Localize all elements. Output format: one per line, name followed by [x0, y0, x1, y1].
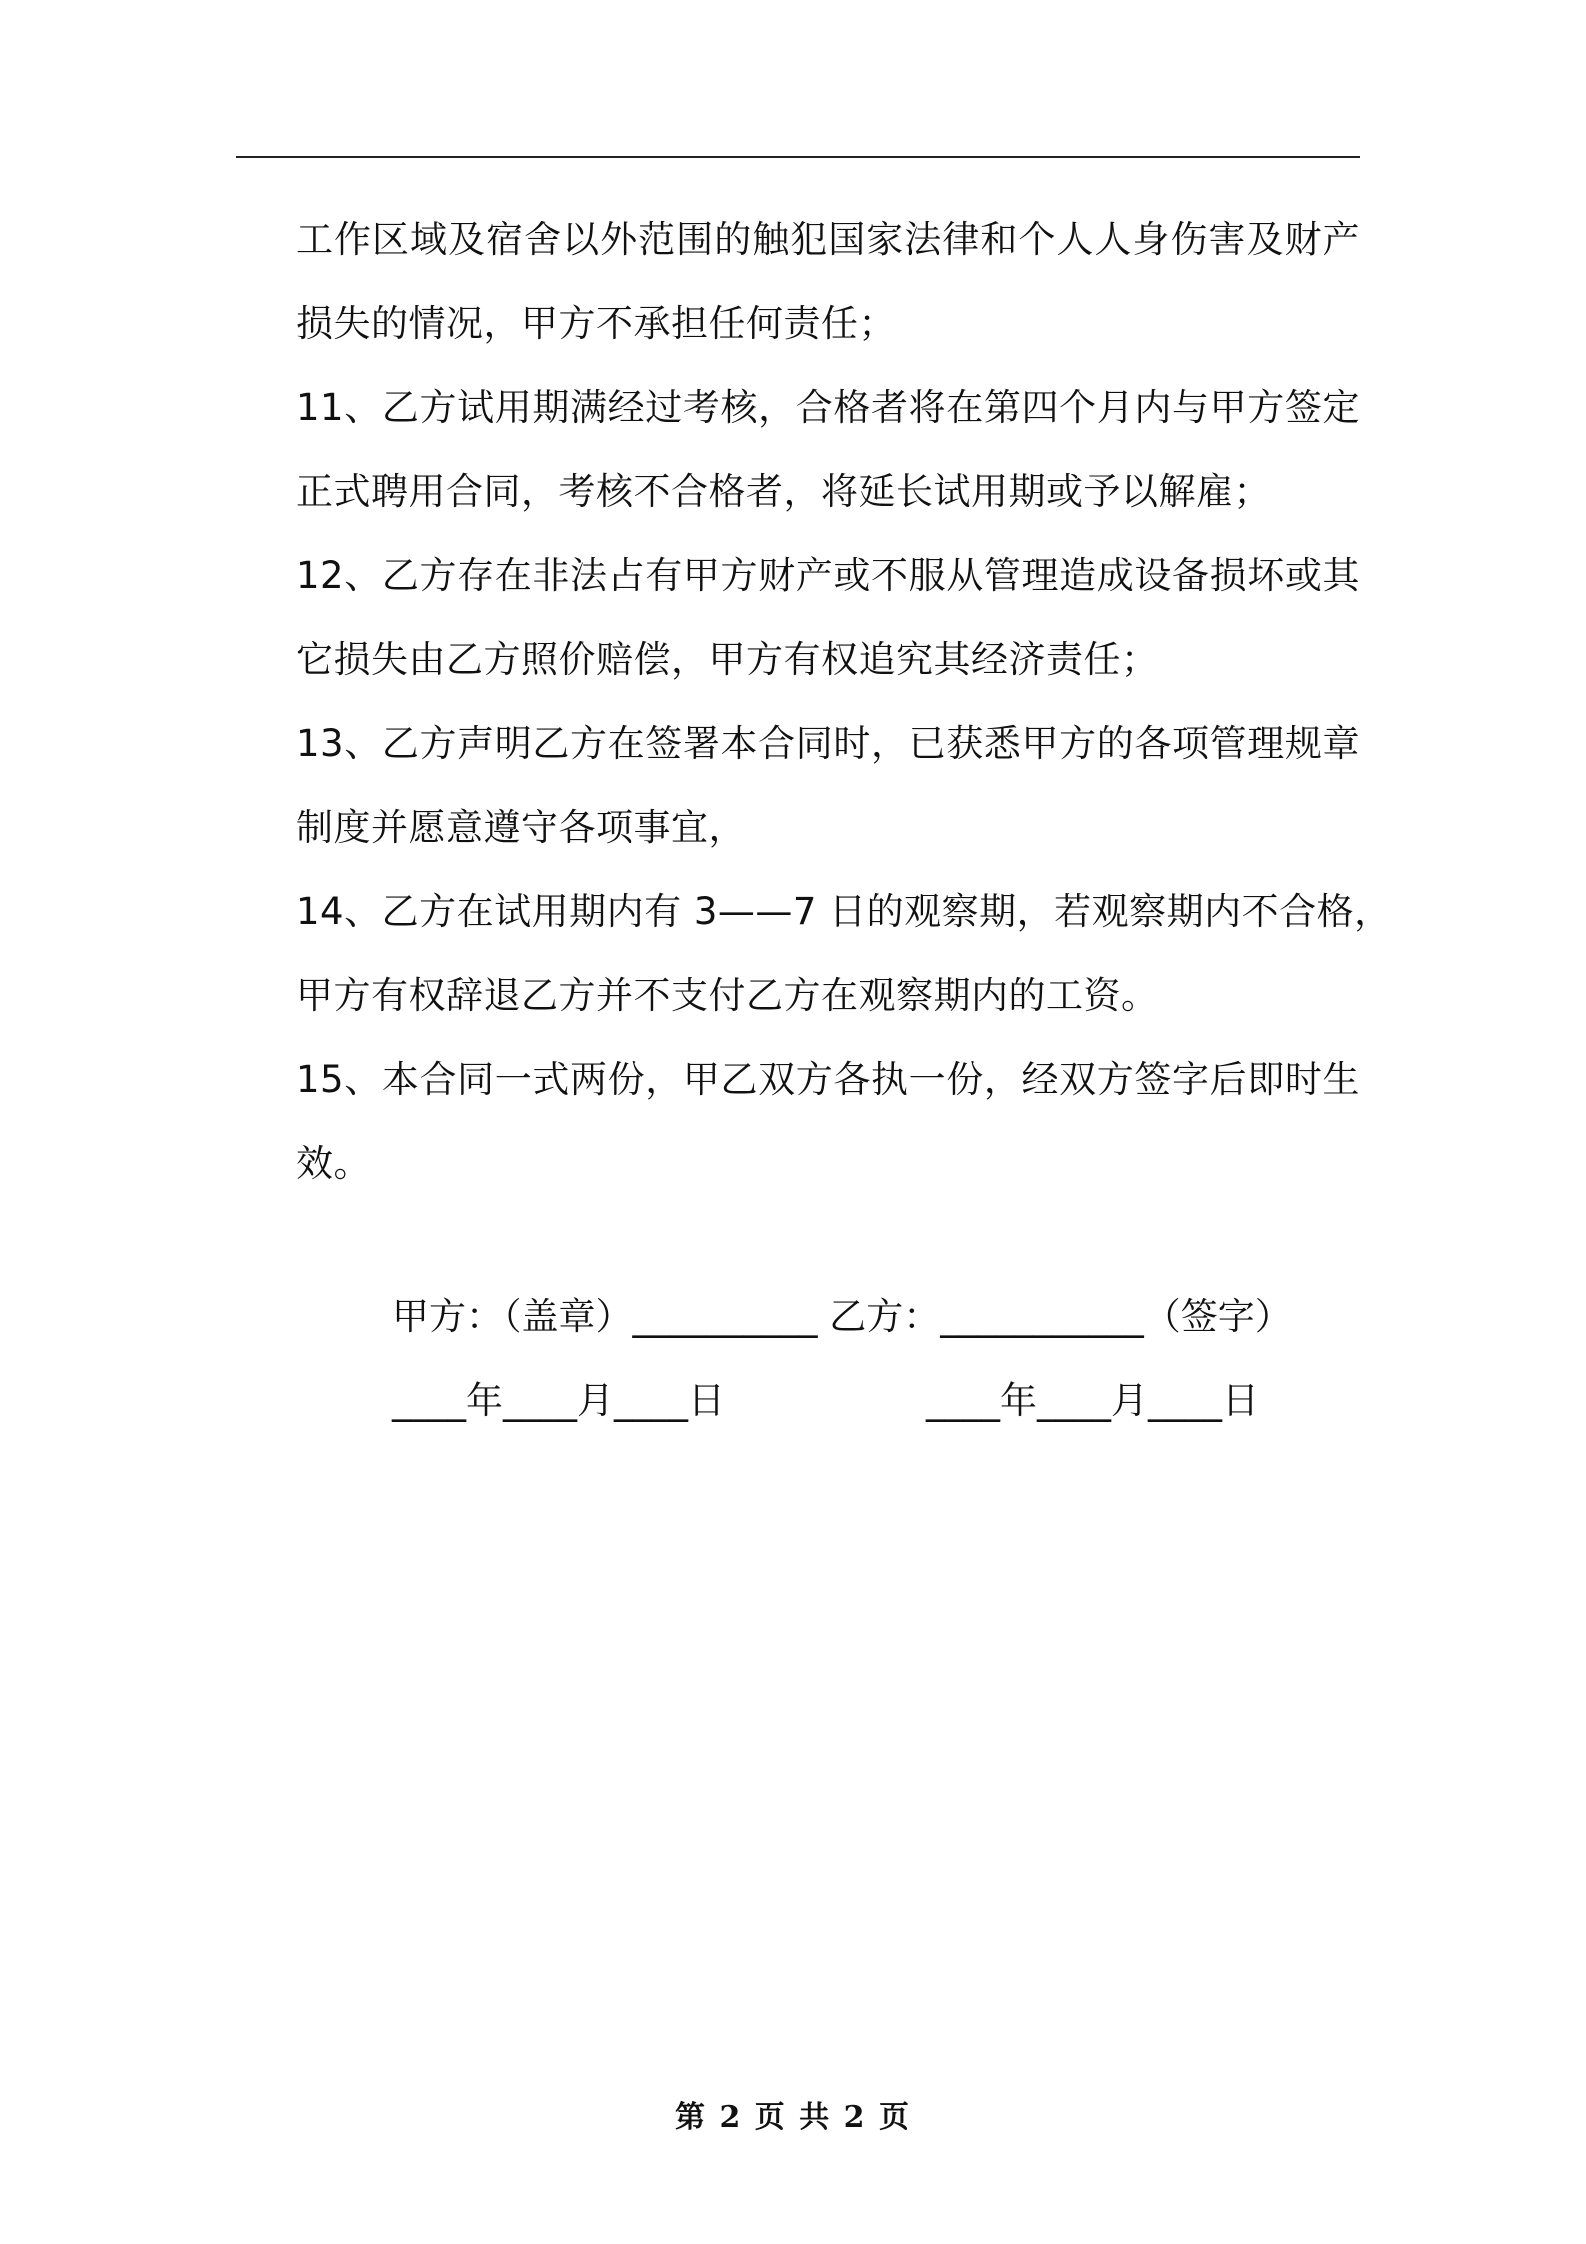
- clause-12-line-1: 12、乙方存在非法占有甲方财产或不服从管理造成设备损坏或其: [296, 554, 1360, 597]
- signature-party-line: 甲方：（盖章）__________ 乙方：___________（签字）: [392, 1295, 1292, 1338]
- clause-13-line-1: 13、乙方声明乙方在签署本合同时，已获悉甲方的各项管理规章: [296, 722, 1360, 765]
- clause-12-line-2: 它损失由乙方照价赔偿，甲方有权追究其经济责任；: [296, 638, 1159, 681]
- clause-11-line-2: 正式聘用合同，考核不合格者，将延长试用期或予以解雇；: [296, 470, 1271, 513]
- contract-body: [296, 198, 1392, 1206]
- body-line-1: 工作区域及宿舍以外范围的触犯国家法律和个人人身伤害及财产: [296, 218, 1360, 261]
- signature-date-party-a: ____年____月____日: [392, 1379, 725, 1422]
- clause-14-line-2: 甲方有权辞退乙方并不支付乙方在观察期内的工资。: [296, 974, 1159, 1017]
- clause-13-line-2: 制度并愿意遵守各项事宜，: [296, 806, 746, 849]
- clause-11-line-1: 11、乙方试用期满经过考核，合格者将在第四个月内与甲方签定: [296, 386, 1360, 429]
- clause-15-line-2: 效。: [296, 1142, 371, 1185]
- signature-date-party-b: ____年____月____日: [926, 1379, 1259, 1422]
- clause-15-line-1: 15、本合同一式两份，甲乙双方各执一份，经双方签字后即时生: [296, 1058, 1360, 1101]
- header-rule: [236, 156, 1360, 158]
- body-line-2: 损失的情况，甲方不承担任何责任；: [296, 302, 896, 345]
- page-number-footer: 第 2 页 共 2 页: [675, 2100, 911, 2135]
- clause-14-line-1: 14、乙方在试用期内有 3——7 日的观察期，若观察期内不合格，: [296, 890, 1392, 933]
